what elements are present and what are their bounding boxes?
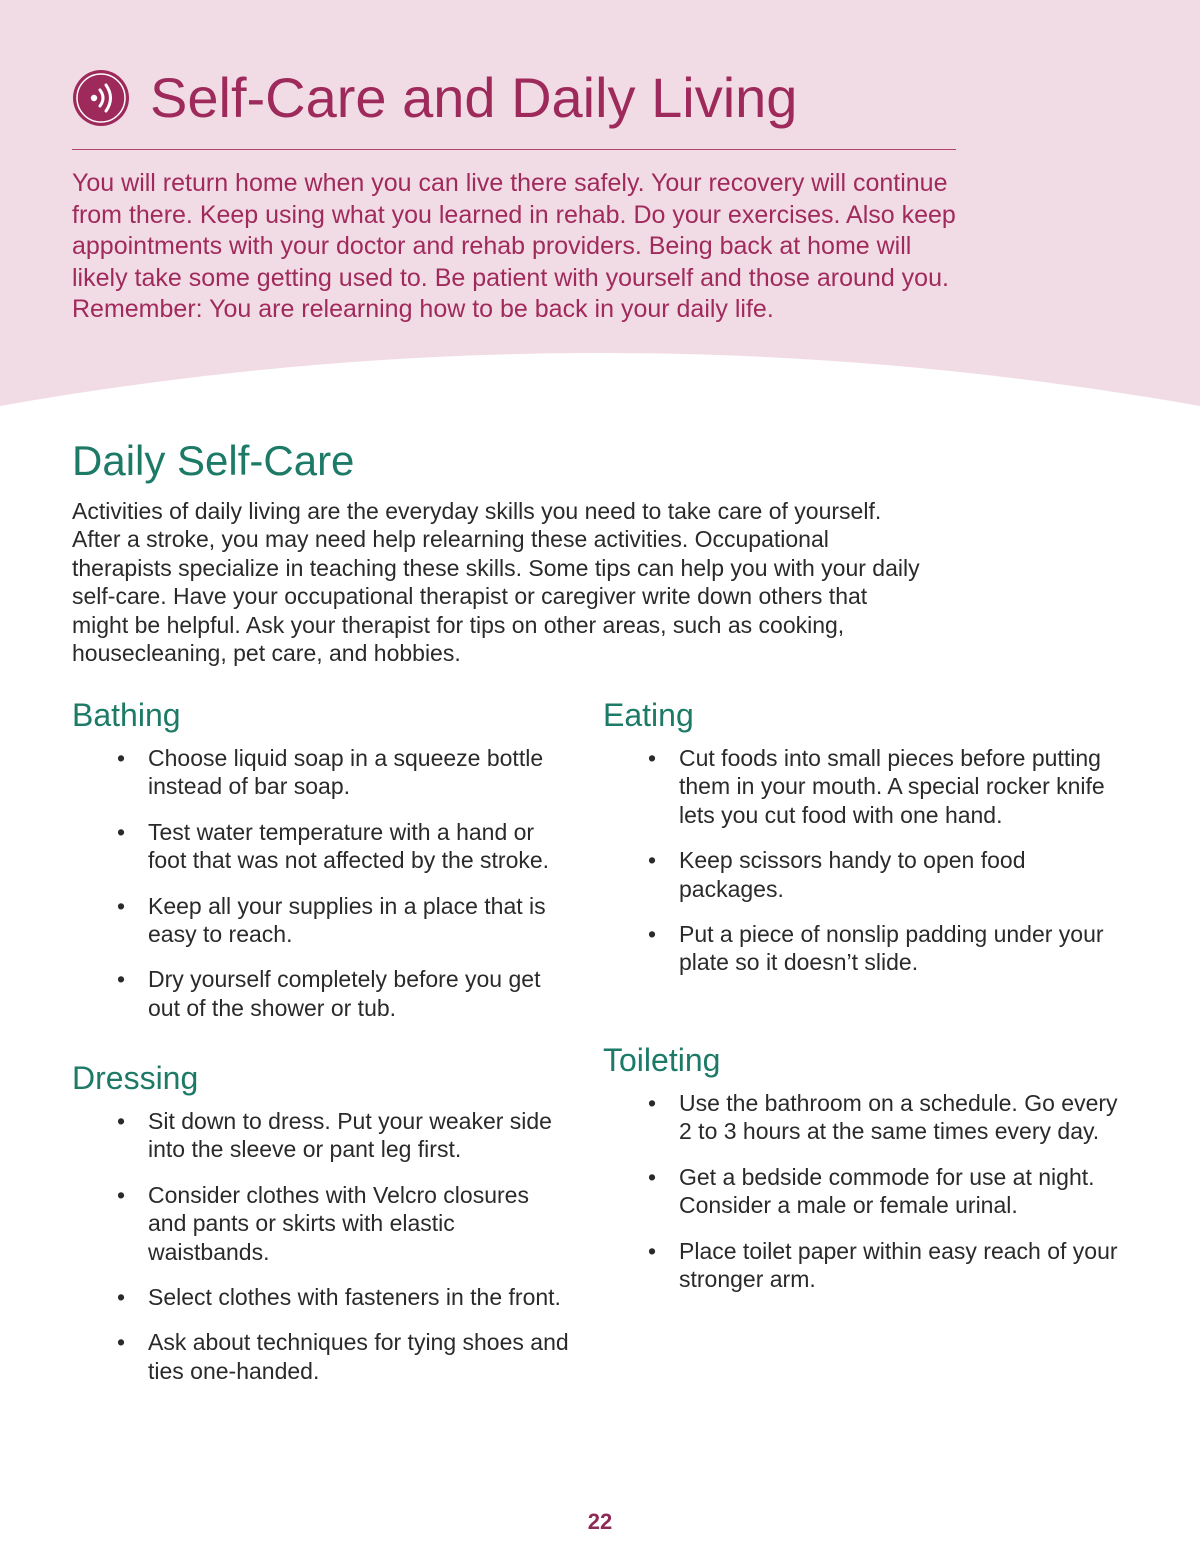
bullet-icon: • [116, 966, 126, 993]
list-item [72, 1328, 572, 1385]
list-item [603, 744, 1123, 829]
topic-heading-eating: Eating [603, 697, 694, 733]
bullet-icon: • [116, 1108, 126, 1134]
topic-bathing [72, 694, 572, 1039]
title-divider [72, 149, 956, 150]
tip-text: Get a bedside commode for use at night. Consider a male or female urinal. [679, 1163, 1095, 1219]
tip-list-bathing [72, 744, 572, 1022]
tip-text: Put a piece of nonslip padding under your plate so it doesn’t slide. [679, 921, 1104, 976]
topic-heading-bathing: Bathing [72, 697, 181, 733]
tip-text: Choose liquid soap in a squeeze bottle instead of bar soap. [148, 745, 544, 800]
tip-text: Keep all your supplies in a place that is easy to reach. [148, 892, 546, 948]
topic-toileting [603, 1039, 1123, 1310]
list-item [72, 892, 572, 949]
list-item [603, 1237, 1123, 1294]
list-item [72, 1283, 572, 1311]
tip-list-toileting [603, 1089, 1123, 1293]
bullet-icon: • [647, 847, 657, 874]
title-row [72, 62, 797, 134]
bullet-icon: • [116, 818, 126, 845]
tip-text: Ask about techniques for tying shoes and ties one-handed. [148, 1329, 569, 1384]
tip-list-eating [603, 744, 1123, 977]
topic-heading-toileting: Toileting [603, 1042, 721, 1078]
bullet-icon: • [116, 892, 126, 919]
tip-text: Consider clothes with Velcro closures and pants or skirts with elastic waistbands. [148, 1181, 529, 1265]
tip-text: Cut foods into small pieces before putting them in your mouth. A special rocker knife lets you cut food with one hand. [679, 745, 1105, 828]
tip-text: Place toilet paper within easy reach of your stronger arm. [679, 1237, 1118, 1293]
section-body: Activities of daily living are the everyday skills you need to take care of yourself. After a stroke, you may need help relearning these activities. Occupational therapists specialize in teaching these skills. Some tips can help you with your daily self-care. Have your occupational therapist or caregiver write down others that might be helpful. Ask your therapist for tips on other areas, such as cooking, housecleaning, pet care, and hobbies. [72, 498, 920, 667]
topic-dressing [72, 1057, 572, 1402]
bullet-icon: • [647, 921, 657, 948]
intro-paragraph: You will return home when you can live there safely. Your recovery will continue from there. Keep using what you learned in rehab. Do your exercises. Also keep appointments with your doctor and rehab providers. Being back at home will likely take some getting used to. Be patient with yourself and those around you. Remember: You are relearning how to be back in your daily life. [72, 169, 956, 323]
bullet-icon: • [647, 745, 657, 771]
tip-text: Sit down to dress. Put your weaker side into the sleeve or pant leg first. [148, 1108, 552, 1163]
list-item [72, 744, 572, 801]
bullet-icon: • [647, 1090, 657, 1116]
list-item [603, 1163, 1123, 1220]
tip-list-dressing [72, 1107, 572, 1385]
topic-eating [603, 694, 1123, 994]
list-item [72, 965, 572, 1022]
bullet-icon: • [647, 1237, 657, 1264]
bullet-icon: • [116, 1181, 126, 1208]
tip-text: Keep scissors handy to open food packages. [679, 847, 1026, 902]
bullet-icon: • [116, 1284, 126, 1311]
topic-heading-dressing: Dressing [72, 1060, 199, 1096]
tip-text: Test water temperature with a hand or foot that was not affected by the stroke. [148, 818, 550, 874]
list-item [603, 1089, 1123, 1146]
tip-text: Dry yourself completely before you get out of the shower or tub. [148, 966, 541, 1021]
bullet-icon: • [647, 1163, 657, 1190]
section-heading: Daily Self-Care [72, 437, 355, 484]
sound-wave-circle-icon [72, 69, 130, 127]
page-title: Self-Care and Daily Living [150, 66, 798, 129]
list-item [72, 818, 572, 875]
tip-text: Use the bathroom on a schedule. Go every 2 to 3 hours at the same times every day. [679, 1090, 1118, 1145]
list-item [72, 1181, 572, 1266]
page-number: 22 [587, 1509, 613, 1534]
list-item [603, 920, 1123, 977]
tip-text: Select clothes with fasteners in the front. [148, 1284, 561, 1311]
list-item [72, 1107, 572, 1164]
bullet-icon: • [116, 1329, 126, 1356]
bullet-icon: • [116, 745, 126, 771]
list-item [603, 846, 1123, 903]
